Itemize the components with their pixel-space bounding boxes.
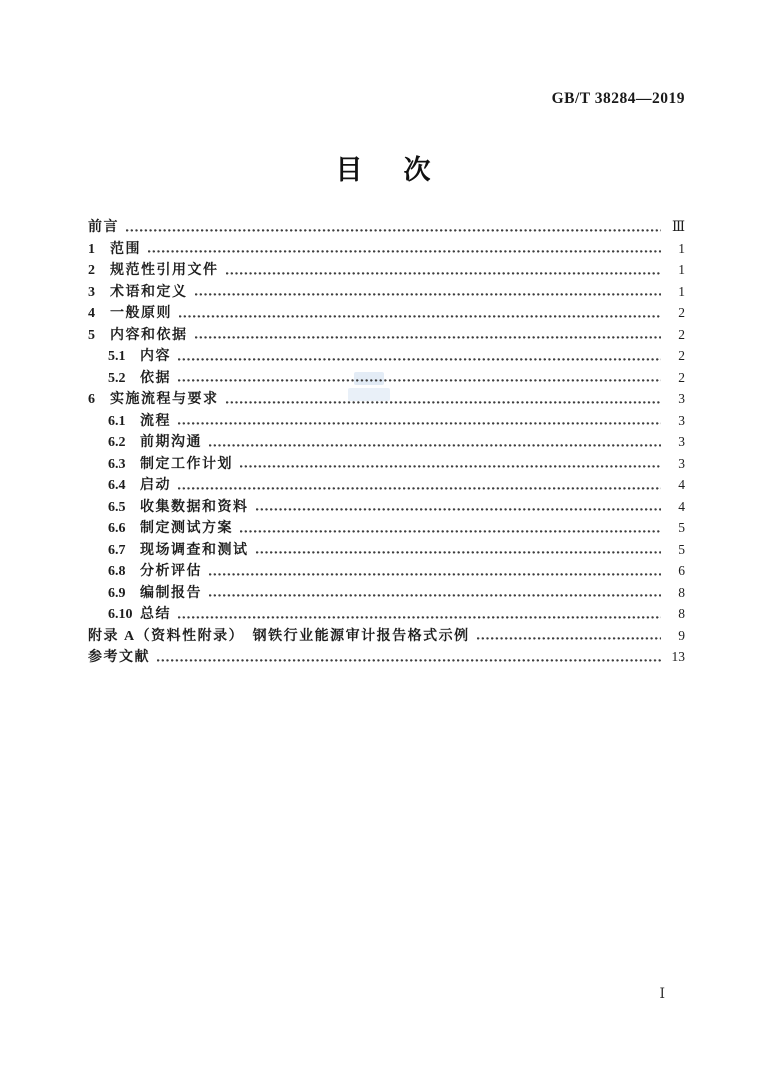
- toc-entry-page: 8: [678, 584, 685, 600]
- toc-entry-title: 总结: [140, 607, 171, 622]
- dot-leader: [157, 659, 661, 662]
- toc-entry-page: 5: [678, 520, 685, 535]
- dot-leader: [209, 594, 661, 597]
- footer-page-number: Ⅰ: [659, 987, 665, 1002]
- dot-leader: [178, 358, 661, 361]
- toc-entry-title: 分析评估: [140, 564, 202, 579]
- toc-entry-number: 6.8: [108, 564, 126, 579]
- toc-entry-page: 2: [678, 369, 685, 385]
- toc-entry-title: 收集数据和资料: [140, 499, 249, 515]
- toc-row: [88, 302, 685, 324]
- toc-entry-page: 1: [678, 283, 685, 299]
- dot-leader: [240, 465, 661, 468]
- dot-leader: [226, 272, 662, 275]
- toc-entry-number: 1: [88, 241, 95, 257]
- toc-row: [88, 560, 685, 582]
- toc-entry-title: 依据: [140, 370, 171, 386]
- toc-entry-page: 3: [678, 455, 685, 471]
- toc-row: [88, 324, 685, 346]
- toc-entry-title: 范围: [110, 241, 141, 257]
- toc-entry-page: Ⅲ: [671, 219, 685, 234]
- toc-entry-page: 9: [678, 627, 685, 643]
- dot-leader: [209, 573, 661, 576]
- toc-row: [88, 603, 685, 625]
- dot-leader: [240, 530, 661, 533]
- toc-row: [88, 517, 685, 539]
- toc-entry-number: 6.4: [108, 478, 126, 493]
- toc-row: [88, 646, 685, 668]
- toc-entry-page: 1: [678, 240, 685, 256]
- dot-leader: [195, 336, 662, 339]
- toc-entry-title: 制定工作计划: [140, 456, 233, 472]
- dot-leader: [195, 293, 662, 296]
- toc-entry-number: 6: [88, 392, 95, 407]
- toc-row: [88, 367, 685, 389]
- toc-entry-number: 6.10: [108, 607, 133, 622]
- toc-entry-page: 4: [678, 477, 685, 492]
- toc-entry-number: 6.7: [108, 542, 126, 558]
- dot-leader: [178, 616, 661, 619]
- standard-code: GB/T 38284—2019: [551, 90, 685, 107]
- toc-row: [88, 453, 685, 475]
- dot-leader: [256, 508, 662, 511]
- toc-entry-page: 13: [671, 649, 685, 664]
- dot-leader: [178, 487, 661, 490]
- toc-entry-page: 3: [678, 391, 685, 406]
- toc-entry-title: 现场调查和测试: [140, 542, 249, 558]
- toc-row: [88, 345, 685, 367]
- toc-entry-page: 3: [678, 412, 685, 428]
- toc-entry-number: 5.1: [108, 349, 126, 364]
- toc-entry-title: 启动: [140, 478, 171, 493]
- toc-entry-number: 5: [88, 327, 95, 343]
- toc-entry-number: 6.3: [108, 456, 126, 472]
- toc-entry-title: 附录 A（资料性附录） 钢铁行业能源审计报告格式示例: [88, 628, 470, 644]
- toc-entry-title: 内容: [140, 349, 171, 364]
- toc-entry-number: 6.2: [108, 435, 126, 450]
- dot-leader: [179, 315, 661, 318]
- toc-row: [88, 496, 685, 518]
- toc-entry-page: 8: [678, 606, 685, 621]
- toc-row: [88, 582, 685, 604]
- toc-entry-title: 前期沟通: [140, 435, 202, 450]
- toc-entry-title: 前言: [88, 220, 119, 235]
- toc-entry-title: 参考文献: [88, 650, 150, 665]
- dot-leader: [178, 379, 661, 382]
- toc-row: [88, 216, 685, 238]
- toc-entry-page: 2: [678, 348, 685, 363]
- toc-entry-number: 6.1: [108, 413, 126, 429]
- toc-row: [88, 281, 685, 303]
- dot-leader: [477, 637, 661, 640]
- dot-leader: [209, 444, 661, 447]
- toc-row: [88, 474, 685, 496]
- toc-row: [88, 625, 685, 647]
- toc-entry-title: 流程: [140, 413, 171, 429]
- dot-leader: [256, 551, 662, 554]
- toc-entry-title: 一般原则: [110, 306, 172, 321]
- toc-row: [88, 410, 685, 432]
- toc-entry-number: 5.2: [108, 370, 126, 386]
- toc-row: [88, 388, 685, 410]
- toc-entry-page: 1: [678, 262, 685, 277]
- toc-entry-title: 编制报告: [140, 585, 202, 601]
- toc-entry-number: 3: [88, 284, 95, 300]
- toc-entry-title: 内容和依据: [110, 327, 188, 343]
- toc-row: [88, 259, 685, 281]
- toc-row: [88, 539, 685, 561]
- dot-leader: [148, 250, 661, 253]
- toc-entry-number: 2: [88, 263, 95, 278]
- dot-leader: [226, 401, 662, 404]
- dot-leader: [126, 229, 661, 232]
- toc-entry-page: 3: [678, 434, 685, 449]
- toc-entry-number: 6.5: [108, 499, 126, 515]
- toc-entry-title: 制定测试方案: [140, 521, 233, 536]
- toc-entry-page: 6: [678, 563, 685, 578]
- toc-entry-page: 2: [678, 326, 685, 342]
- toc-entry-page: 5: [678, 541, 685, 557]
- toc-entry-number: 6.9: [108, 585, 126, 601]
- toc-entry-title: 实施流程与要求: [110, 392, 219, 407]
- toc-row: [88, 238, 685, 260]
- toc-entry-title: 术语和定义: [110, 284, 188, 300]
- toc-entry-title: 规范性引用文件: [110, 263, 219, 278]
- toc-list: [88, 216, 685, 668]
- page-title: 目 次: [335, 155, 438, 185]
- toc-entry-page: 2: [678, 305, 685, 320]
- toc-entry-number: 4: [88, 306, 95, 321]
- toc-entry-page: 4: [678, 498, 685, 514]
- dot-leader: [178, 422, 661, 425]
- toc-row: [88, 431, 685, 453]
- toc-entry-number: 6.6: [108, 521, 126, 536]
